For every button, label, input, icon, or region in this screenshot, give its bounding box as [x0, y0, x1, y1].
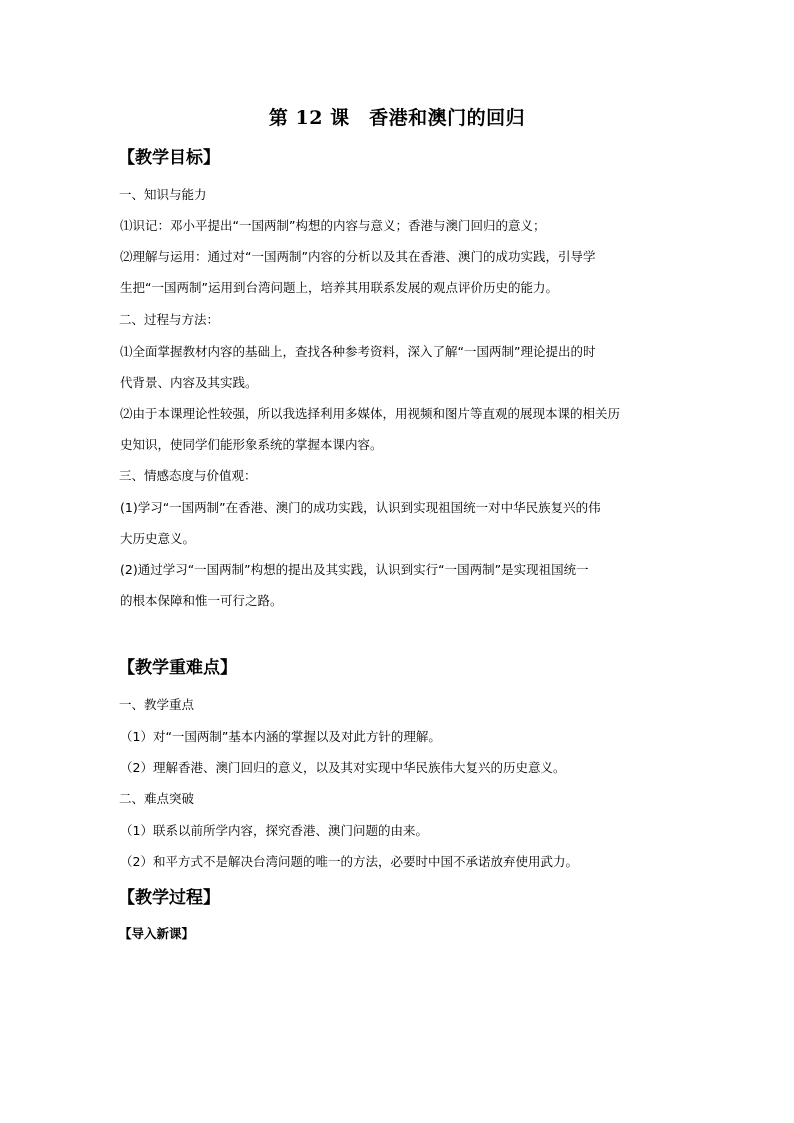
- process-item-1-line-2: 代背景、内容及其实践。: [120, 375, 258, 390]
- process-item-2-line-1: ⑵由于本课理论性较强，所以我选择利用多媒体，用视频和图片等直观的展现本课的相关历: [120, 406, 621, 421]
- knowledge-item-1-text: ⑴识记：邓小平提出“一国两制”构想的内容与意义；香港与澳门回归的意义；: [120, 218, 546, 233]
- knowledge-item-2-line-2: 生把“一国两制”运用到台湾问题上，培养其用联系发展的观点评价历史的能力。: [120, 280, 558, 295]
- emotion-item-2-line-1: (2)通过学习“一国两制”构想的提出及其实践，认识到实行“一国两制”是实现祖国统一: [120, 562, 589, 577]
- knowledge-item-2: [120, 241, 680, 303]
- knowledge-item-1: [120, 210, 680, 241]
- difficulty-items: [120, 815, 680, 877]
- focus-item-2: （2）理解香港、澳门回归的意义，以及其对实现中华民族伟大复兴的历史意义。: [120, 760, 566, 775]
- process-heading: 二、过程与方法：: [119, 312, 220, 327]
- process-section-heading: 【教学过程】: [118, 888, 220, 908]
- focus-items: [120, 721, 680, 783]
- difficulty-item-1: （1）联系以前所学内容，探究香港、澳门问题的由来。: [120, 823, 428, 838]
- intro-label: 【导入新课】: [119, 926, 195, 941]
- focus-item-1: （1）对“一国两制”基本内涵的掌握以及对此方针的理解。: [120, 729, 441, 744]
- knowledge-item-2-line-1: ⑵理解与运用：通过对“一国两制”内容的分析以及其在香港、澳门的成功实践，引导学: [120, 249, 596, 264]
- emotion-heading: 三、情感态度与价值观：: [119, 468, 257, 483]
- document-title: 第 12 课 香港和澳门的回归: [268, 107, 526, 129]
- process-item-1-line-1: ⑴全面掌握教材内容的基础上，查找各种参考资料，深入了解“一国两制”理论提出的时: [120, 344, 596, 359]
- process-item-2: [120, 398, 680, 460]
- key-points-heading: 【教学重难点】: [118, 658, 237, 678]
- objectives-heading: 【教学目标】: [118, 148, 220, 168]
- emotion-item-1-line-1: (1)学习“一国两制”在香港、澳门的成功实践，认识到实现祖国统一对中华民族复兴的伟: [120, 500, 601, 515]
- process-item-2-line-2: 史知识，使同学们能形象系统的掌握本课内容。: [120, 437, 383, 452]
- difficulty-item-2: （2）和平方式不是解决台湾问题的唯一的方法，必要时中国不承诺放弃使用武力。: [120, 854, 578, 869]
- emotion-item-2-line-2: 的根本保障和惟一可行之路。: [120, 593, 283, 608]
- knowledge-heading: 一、知识与能力: [119, 187, 207, 202]
- process-item-1: [120, 336, 680, 398]
- emotion-item-1-line-2: 大历史意义。: [120, 531, 196, 546]
- emotion-item-1: [120, 492, 680, 554]
- emotion-item-2: [120, 554, 680, 616]
- difficulty-heading: 二、难点突破: [119, 791, 195, 806]
- focus-heading: 一、教学重点: [119, 697, 195, 712]
